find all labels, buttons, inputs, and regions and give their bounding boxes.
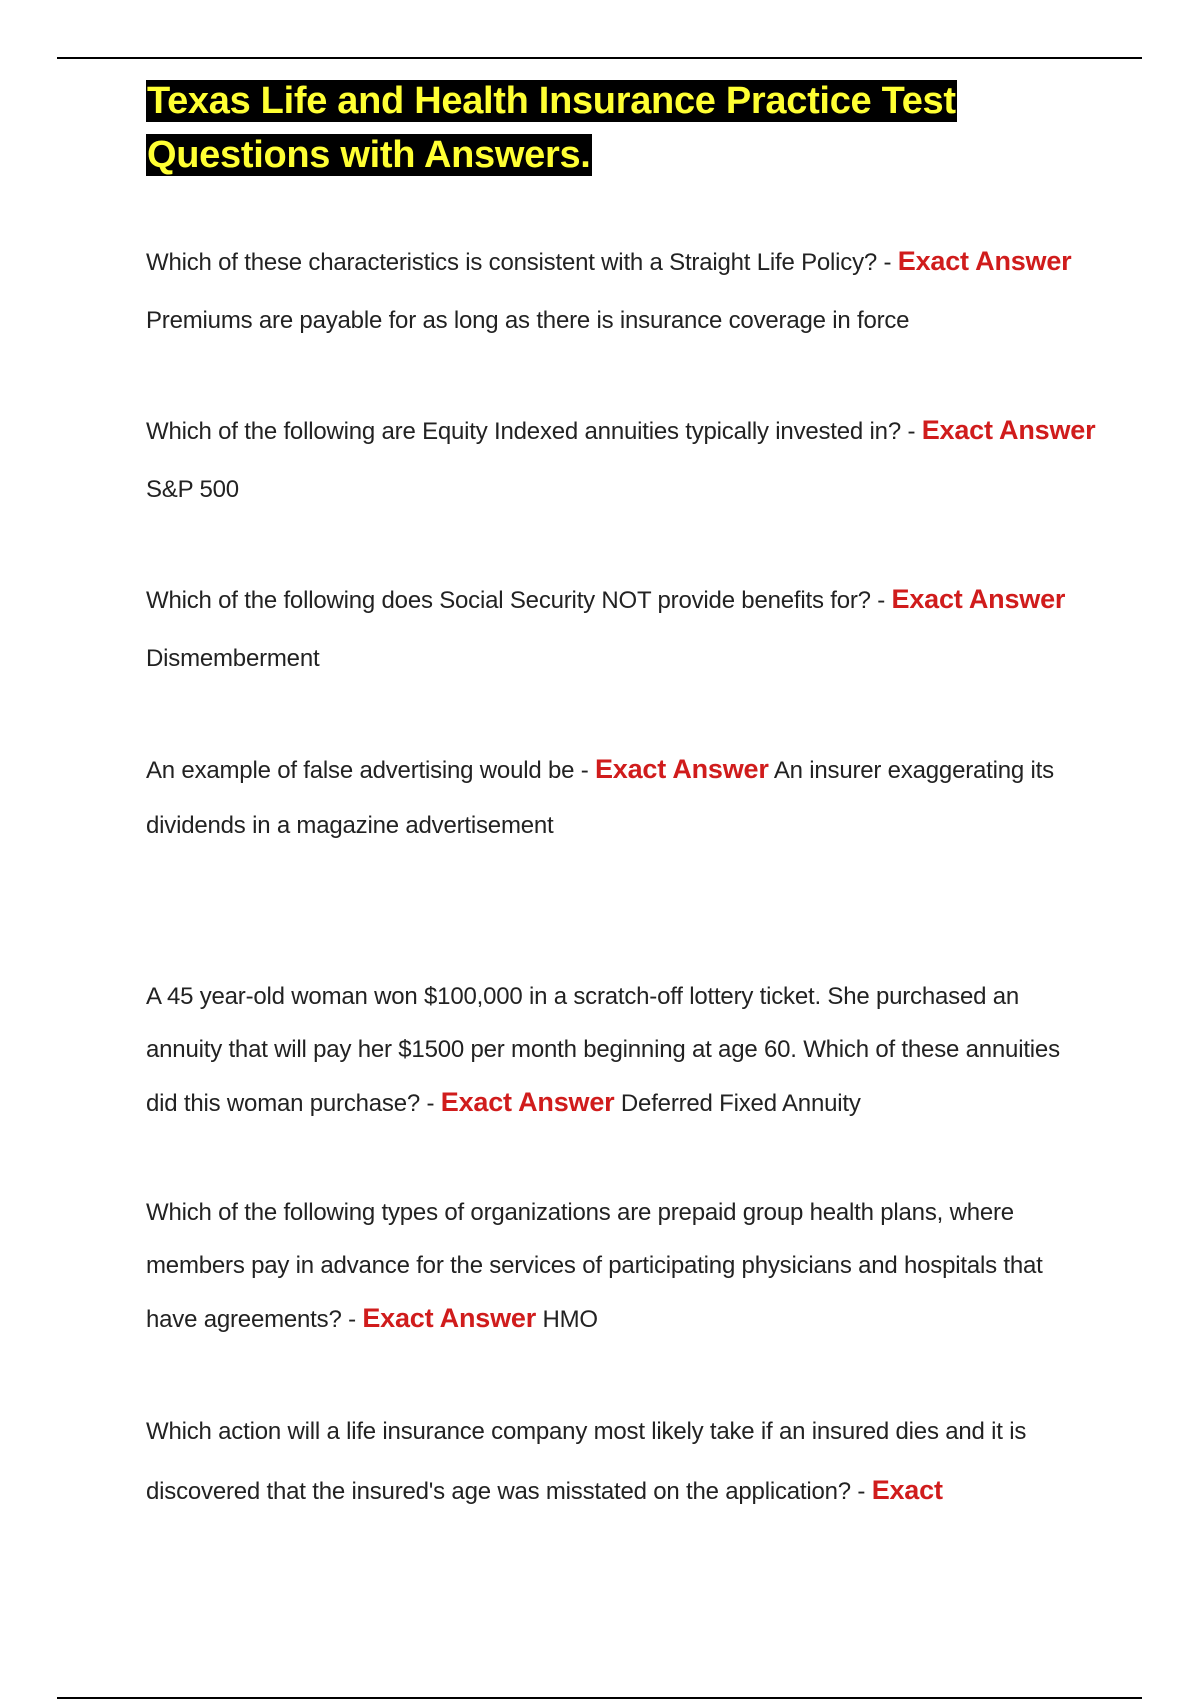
answer-label: Exact Answer [594,754,769,784]
answer-text: S&P 500 [146,476,239,503]
answer-label: Exact Answer [891,584,1066,614]
question-text: Which action will a life insurance company most likely take if an insured dies and it is discovered that the insured's age was misstated on the application? - [146,1418,1027,1505]
qa-item [146,232,1096,350]
answer-label-partial: Exact [871,1475,943,1505]
qa-item [146,401,1096,519]
answer-text: An insurer exaggerating its dividends in a magazine advertisement [146,757,1054,839]
title-highlight: Texas Life and Health Insurance Practice Test Questions with Answers. [147,80,956,176]
qa-item [146,1403,1096,1521]
answer-text: HMO [542,1306,598,1333]
qa-item [146,570,1096,688]
qa-item [146,1186,1096,1346]
qa-item [146,742,1096,853]
answer-text: Premiums are payable for as long as there is insurance coverage in force [146,307,910,334]
footer-rule [57,1697,1142,1699]
answer-label: Exact Answer [921,415,1096,445]
question-text: A 45 year-old woman won $100,000 in a scratch-off lottery ticket. She purchased an annuity that will pay her $1500 per month beginning at age 60. Which of these annuities did this woman purchase? - [146,983,1060,1117]
answer-text: Deferred Fixed Annuity [620,1090,861,1117]
question-text: Which of the following does Social Security NOT provide benefits for? - [146,587,886,614]
question-text: Which of the following are Equity Indexed annuities typically invested in? - [146,418,916,445]
answer-text: Dismemberment [146,645,320,672]
qa-item [146,970,1096,1130]
answer-label: Exact Answer [897,246,1072,276]
header-rule [57,57,1142,59]
question-text: An example of false advertising would be - [146,757,589,784]
document-body [146,74,1096,1505]
question-text: Which of the following types of organizations are prepaid group health plans, where members pay in advance for the services of participating physicians and hospitals that have agreements? - [146,1199,1043,1333]
document-title [146,74,1096,182]
answer-label: Exact Answer [362,1303,537,1333]
answer-label: Exact Answer [440,1087,615,1117]
question-text: Which of these characteristics is consistent with a Straight Life Policy? - [146,249,892,276]
